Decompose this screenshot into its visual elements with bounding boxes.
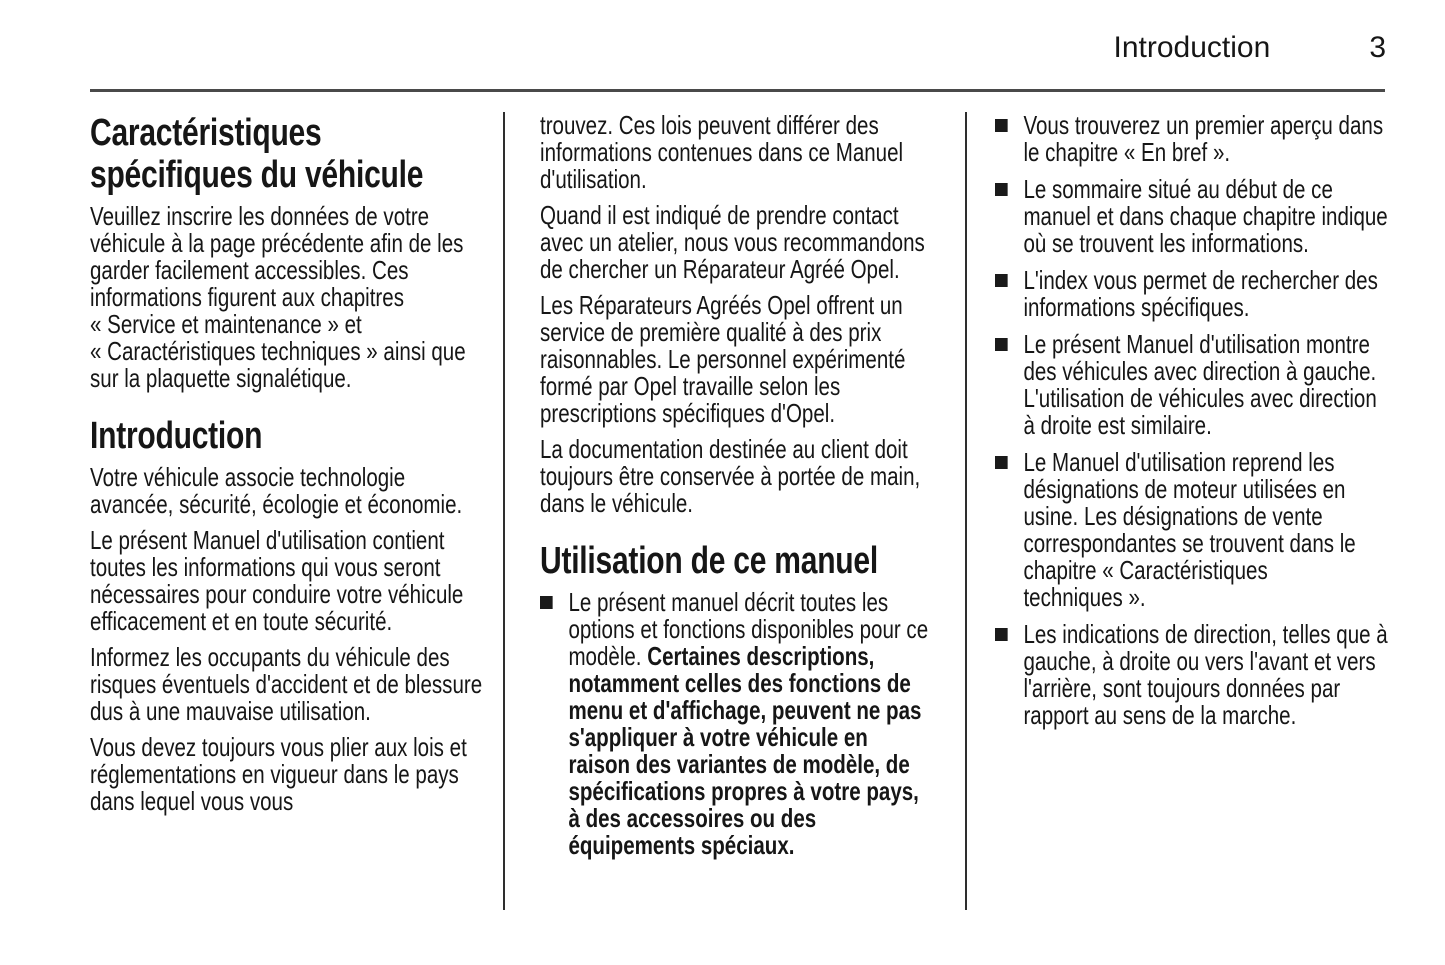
column-3: [965, 112, 1445, 910]
paragraph: Veuillez inscrire les données de votre véhicule à la page précédente afin de les garder facilement accessibles. Ces informations figurent aux chapitres « Service et maintenance » et « Caractéristiques techniques » ainsi que sur la plaquette signalétique.: [90, 201, 466, 393]
paragraph: Votre véhicule associe technologie avancée, sécurité, écologie et économie.: [90, 462, 463, 519]
bullet-item: [540, 589, 935, 859]
paragraph: Le présent Manuel d'utilisation contient toutes les informations qui vous seront nécessaires pour conduire votre véhicule efficacement et en toute sécurité.: [90, 525, 464, 636]
bullet-square-icon: [995, 274, 1008, 287]
bullet-text: [1023, 112, 1390, 166]
bullet-item: [995, 331, 1390, 439]
paragraph: Les Réparateurs Agréés Opel offrent un service de première qualité à des prix raisonnables. Le personnel expérimenté formé par Opel travaille selon les prescriptions spécifiques d'Opel.: [540, 290, 906, 428]
bullet-square-icon: [995, 119, 1008, 132]
bullet-text: [1023, 449, 1390, 611]
bullet-text: [1023, 331, 1390, 439]
bullet-text: [568, 589, 935, 859]
bullet-square-icon: [995, 183, 1008, 196]
text-run: Le présent manuel décrit toutes les options et fonctions disponibles pour ce modèle.: [568, 587, 929, 671]
paragraph: La documentation destinée au client doit toujours être conservée à portée de main, dans le véhicule.: [540, 434, 921, 518]
bullet-square-icon: [540, 596, 553, 609]
running-header-title: Introduction: [1113, 30, 1271, 64]
bullet-text: [1023, 621, 1390, 729]
text-run: Les indications de direction, telles que à gauche, à droite ou vers l'avant et vers l'arrière, sont toujours données par rapport au sens de la marche.: [1023, 619, 1388, 730]
paragraph: Vous devez toujours vous plier aux lois et réglementations en vigueur dans le pays dans lequel vous vous: [90, 732, 467, 816]
section-heading: Utilisation de ce manuel: [540, 540, 878, 582]
text-run: L'index vous permet de rechercher des informations spécifiques.: [1023, 265, 1378, 322]
column-2-content: [540, 112, 935, 859]
paragraph: Quand il est indiqué de prendre contact avec un atelier, nous vous recommandons de chercher un Réparateur Agréé Opel.: [540, 200, 925, 284]
bullet-item: [995, 621, 1390, 729]
bullet-item: [995, 112, 1390, 166]
bullet-square-icon: [995, 628, 1008, 641]
bullet-item: [995, 176, 1390, 257]
column-2: [503, 112, 965, 910]
bullet-text: [1023, 267, 1390, 321]
paragraph: trouvez. Ces lois peuvent différer des informations contenues dans ce Manuel d'utilisation.: [540, 110, 904, 194]
text-run: Certaines descriptions, notamment celles des fonctions de menu et d'affichage, peuvent ne pas s'appliquer à votre véhicule en raison des variantes de modèle, de spécifications propres à votre pays, à des accessoires ou des équipements spéciaux.: [568, 641, 922, 860]
column-1: [90, 112, 503, 910]
column-3-content: [995, 112, 1390, 729]
section-heading: Caractéristiques spécifiques du véhicule: [90, 112, 424, 196]
bullet-text: [1023, 176, 1390, 257]
bullet-item: [995, 449, 1390, 611]
bullet-square-icon: [995, 338, 1008, 351]
text-run: Le présent Manuel d'utilisation montre des véhicules avec direction à gauche. L'utilisation de véhicules avec direction à droite est similaire.: [1023, 329, 1377, 440]
page-header: [0, 0, 1445, 89]
section-heading: Introduction: [90, 415, 263, 457]
paragraph: Informez les occupants du véhicule des risques éventuels d'accident et de blessure dus à une mauvaise utilisation.: [90, 642, 483, 726]
bullet-square-icon: [995, 456, 1008, 469]
text-run: Le Manuel d'utilisation reprend les désignations de moteur utilisées en usine. Les désignations de vente correspondantes se trouvent dans le chapitre « Caractéristiques techniques ».: [1023, 447, 1356, 612]
bullet-item: [995, 267, 1390, 321]
column-1-content: [90, 112, 485, 815]
page-number: 3: [1369, 30, 1386, 64]
text-run: Vous trouverez un premier aperçu dans le chapitre « En bref ».: [1023, 110, 1384, 167]
content-columns: [90, 112, 1445, 910]
header-rule: [90, 89, 1385, 92]
text-run: Le sommaire situé au début de ce manuel et dans chaque chapitre indique où se trouvent les informations.: [1023, 174, 1388, 258]
